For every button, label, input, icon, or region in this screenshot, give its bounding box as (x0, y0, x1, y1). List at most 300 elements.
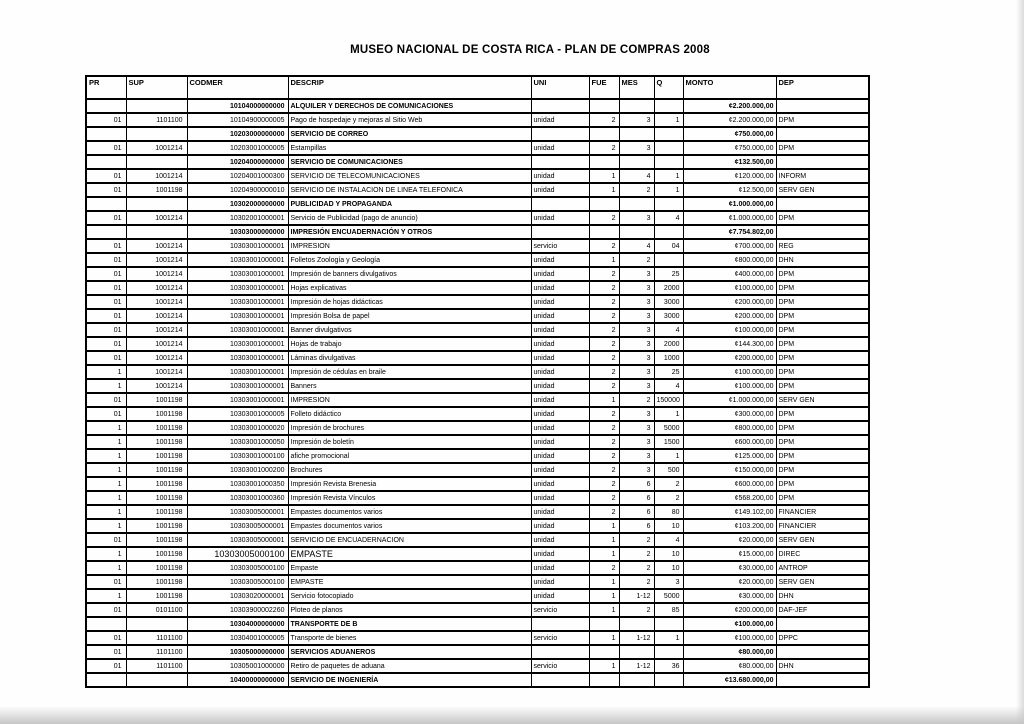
cell-dep: DPM (776, 463, 869, 477)
cell-mes (619, 225, 654, 239)
cell-uni (531, 99, 589, 113)
cell-descrip: SERVICIOS ADUANEROS (288, 645, 531, 659)
cell-monto: ¢103.200,00 (683, 519, 776, 533)
cell-descrip: EMPASTE (288, 547, 531, 561)
cell-mes: 6 (619, 519, 654, 533)
cell-dep: INFORM (776, 169, 869, 183)
section-row (86, 225, 869, 239)
cell-fue: 1 (589, 533, 619, 547)
table-row (86, 659, 869, 673)
cell-fue: 2 (589, 281, 619, 295)
cell-codmer: 10104900000005 (187, 113, 288, 127)
cell-sup: 1101100 (126, 659, 187, 673)
cell-q: 4 (654, 379, 683, 393)
cell-fue (589, 617, 619, 631)
cell-dep: SERV GEN (776, 533, 869, 547)
cell-dep (776, 617, 869, 631)
cell-descrip: SERVICIO DE TELECOMUNICACIONES (288, 169, 531, 183)
cell-fue: 2 (589, 407, 619, 421)
cell-uni: unidad (531, 281, 589, 295)
cell-mes (619, 673, 654, 687)
cell-fue: 2 (589, 477, 619, 491)
cell-sup: 1001198 (126, 435, 187, 449)
table-row (86, 169, 869, 183)
cell-monto: ¢30.000,00 (683, 589, 776, 603)
cell-pr: 01 (86, 113, 126, 127)
cell-monto: ¢750.000,00 (683, 127, 776, 141)
purchase-plan-table (85, 75, 870, 688)
cell-uni: unidad (531, 477, 589, 491)
cell-pr (86, 99, 126, 113)
cell-fue: 2 (589, 351, 619, 365)
cell-dep: DPM (776, 295, 869, 309)
cell-mes: 3 (619, 211, 654, 225)
cell-uni (531, 155, 589, 169)
cell-fue: 2 (589, 211, 619, 225)
table-row (86, 295, 869, 309)
cell-mes (619, 617, 654, 631)
cell-dep: REG (776, 239, 869, 253)
column-header-mes: MES (619, 76, 654, 99)
cell-monto: ¢400.000,00 (683, 267, 776, 281)
cell-fue: 1 (589, 631, 619, 645)
table-row (86, 393, 869, 407)
cell-pr: 1 (86, 547, 126, 561)
cell-codmer: 10303001000350 (187, 477, 288, 491)
cell-descrip: Hojas de trabajo (288, 337, 531, 351)
cell-dep: DHN (776, 659, 869, 673)
cell-fue (589, 225, 619, 239)
cell-dep: DPM (776, 407, 869, 421)
cell-sup: 1101100 (126, 631, 187, 645)
cell-codmer: 10304001000005 (187, 631, 288, 645)
cell-fue: 2 (589, 379, 619, 393)
cell-uni: unidad (531, 379, 589, 393)
cell-monto: ¢150.000,00 (683, 463, 776, 477)
column-header-sup: SUP (126, 76, 187, 99)
cell-uni: unidad (531, 505, 589, 519)
cell-fue: 1 (589, 589, 619, 603)
cell-fue (589, 673, 619, 687)
cell-sup: 1001214 (126, 379, 187, 393)
section-row (86, 127, 869, 141)
cell-pr: 01 (86, 309, 126, 323)
cell-sup: 1001214 (126, 141, 187, 155)
cell-q: 150000 (654, 393, 683, 407)
cell-q: 4 (654, 533, 683, 547)
cell-fue: 1 (589, 253, 619, 267)
cell-q: 25 (654, 365, 683, 379)
cell-dep: SERV GEN (776, 575, 869, 589)
cell-sup: 1001198 (126, 575, 187, 589)
cell-monto: ¢100.000,00 (683, 281, 776, 295)
cell-sup: 1001214 (126, 169, 187, 183)
cell-pr (86, 673, 126, 687)
cell-mes (619, 155, 654, 169)
cell-q (654, 155, 683, 169)
cell-q: 5000 (654, 421, 683, 435)
cell-uni: unidad (531, 211, 589, 225)
cell-q: 3000 (654, 309, 683, 323)
cell-sup: 1001198 (126, 561, 187, 575)
cell-fue: 2 (589, 141, 619, 155)
cell-dep: DPM (776, 337, 869, 351)
cell-uni: servicio (531, 239, 589, 253)
table-row (86, 337, 869, 351)
cell-descrip: Empastes documentos varios (288, 505, 531, 519)
cell-monto: ¢800.000,00 (683, 253, 776, 267)
table-row (86, 519, 869, 533)
cell-pr: 01 (86, 645, 126, 659)
cell-descrip: Servicio de Publicidad (pago de anuncio) (288, 211, 531, 225)
cell-uni: unidad (531, 449, 589, 463)
cell-fue: 2 (589, 561, 619, 575)
table-row (86, 281, 869, 295)
cell-pr: 01 (86, 575, 126, 589)
cell-mes: 3 (619, 337, 654, 351)
cell-codmer: 10303001000001 (187, 295, 288, 309)
cell-monto: ¢300.000,00 (683, 407, 776, 421)
cell-descrip: Brochures (288, 463, 531, 477)
cell-monto: ¢1.000.000,00 (683, 393, 776, 407)
cell-pr: 1 (86, 421, 126, 435)
cell-pr (86, 617, 126, 631)
cell-dep (776, 127, 869, 141)
cell-fue: 2 (589, 505, 619, 519)
table-row (86, 239, 869, 253)
cell-mes: 2 (619, 603, 654, 617)
cell-uni: unidad (531, 295, 589, 309)
cell-q (654, 617, 683, 631)
cell-pr: 01 (86, 211, 126, 225)
table-row (86, 435, 869, 449)
cell-q: 500 (654, 463, 683, 477)
cell-uni: unidad (531, 407, 589, 421)
section-row (86, 197, 869, 211)
cell-sup: 1001198 (126, 421, 187, 435)
cell-monto: ¢200.000,00 (683, 603, 776, 617)
cell-uni: unidad (531, 463, 589, 477)
cell-mes: 3 (619, 421, 654, 435)
table-row (86, 561, 869, 575)
cell-descrip: PUBLICIDAD Y PROPAGANDA (288, 197, 531, 211)
cell-descrip: Folleto didáctico (288, 407, 531, 421)
cell-pr: 01 (86, 323, 126, 337)
cell-dep: DPM (776, 309, 869, 323)
column-header-pr: PR (86, 76, 126, 99)
cell-fue: 2 (589, 323, 619, 337)
cell-monto: ¢100.000,00 (683, 617, 776, 631)
cell-mes: 2 (619, 575, 654, 589)
cell-uni: unidad (531, 337, 589, 351)
cell-uni: unidad (531, 141, 589, 155)
cell-descrip: Impresión de brochures (288, 421, 531, 435)
cell-dep: SERV GEN (776, 393, 869, 407)
cell-mes (619, 127, 654, 141)
cell-sup: 1001214 (126, 309, 187, 323)
cell-monto: ¢568.200,00 (683, 491, 776, 505)
cell-q: 2000 (654, 337, 683, 351)
cell-codmer: 10303005000001 (187, 505, 288, 519)
cell-codmer: 10204001000300 (187, 169, 288, 183)
cell-fue: 2 (589, 239, 619, 253)
cell-dep: DPM (776, 491, 869, 505)
cell-monto: ¢15.000,00 (683, 547, 776, 561)
cell-sup: 1001198 (126, 463, 187, 477)
cell-mes: 1-12 (619, 589, 654, 603)
cell-mes: 2 (619, 561, 654, 575)
cell-monto: ¢80.000,00 (683, 645, 776, 659)
cell-codmer: 10303001000001 (187, 239, 288, 253)
cell-uni (531, 197, 589, 211)
cell-fue: 2 (589, 463, 619, 477)
cell-codmer: 10303005000100 (187, 547, 288, 561)
cell-sup (126, 225, 187, 239)
cell-monto: ¢12.500,00 (683, 183, 776, 197)
cell-sup: 1001198 (126, 183, 187, 197)
cell-q: 3 (654, 575, 683, 589)
cell-dep: DPM (776, 141, 869, 155)
section-row (86, 99, 869, 113)
cell-q: 1 (654, 407, 683, 421)
cell-descrip: SERVICIO DE ENCUADERNACION (288, 533, 531, 547)
cell-monto: ¢80.000,00 (683, 659, 776, 673)
cell-codmer: 10302001000001 (187, 211, 288, 225)
column-header-q: Q (654, 76, 683, 99)
cell-pr: 01 (86, 281, 126, 295)
cell-uni: unidad (531, 309, 589, 323)
cell-pr: 01 (86, 659, 126, 673)
cell-dep: DPM (776, 323, 869, 337)
cell-descrip: Hojas explicativas (288, 281, 531, 295)
cell-descrip: Folletos Zoología y Geología (288, 253, 531, 267)
cell-pr: 01 (86, 239, 126, 253)
cell-descrip: Impresión Bolsa de papel (288, 309, 531, 323)
cell-q (654, 253, 683, 267)
cell-uni: unidad (531, 533, 589, 547)
table-row (86, 505, 869, 519)
cell-codmer: 10303001000200 (187, 463, 288, 477)
cell-codmer: 10303001000005 (187, 407, 288, 421)
cell-monto: ¢2.200.000,00 (683, 99, 776, 113)
cell-mes: 3 (619, 351, 654, 365)
cell-fue: 1 (589, 519, 619, 533)
cell-mes: 1-12 (619, 631, 654, 645)
cell-q: 10 (654, 547, 683, 561)
cell-pr: 01 (86, 631, 126, 645)
cell-dep: DPM (776, 267, 869, 281)
cell-pr (86, 225, 126, 239)
cell-pr: 01 (86, 253, 126, 267)
cell-monto: ¢200.000,00 (683, 295, 776, 309)
cell-sup: 1001198 (126, 547, 187, 561)
cell-codmer: 10302000000000 (187, 197, 288, 211)
cell-monto: ¢149.102,00 (683, 505, 776, 519)
cell-uni: unidad (531, 491, 589, 505)
cell-sup (126, 673, 187, 687)
cell-codmer: 10303001000100 (187, 449, 288, 463)
cell-uni: unidad (531, 393, 589, 407)
cell-descrip: Empaste (288, 561, 531, 575)
cell-codmer: 10204900000010 (187, 183, 288, 197)
cell-dep (776, 645, 869, 659)
cell-dep: DHN (776, 253, 869, 267)
cell-fue: 1 (589, 169, 619, 183)
cell-dep: DPM (776, 281, 869, 295)
cell-fue: 2 (589, 337, 619, 351)
cell-q: 1 (654, 183, 683, 197)
cell-sup: 1001198 (126, 449, 187, 463)
cell-q: 10 (654, 519, 683, 533)
cell-sup: 1001198 (126, 407, 187, 421)
cell-monto: ¢100.000,00 (683, 631, 776, 645)
cell-pr (86, 197, 126, 211)
cell-fue: 2 (589, 421, 619, 435)
table-row (86, 365, 869, 379)
cell-sup: 1001214 (126, 337, 187, 351)
table-row (86, 183, 869, 197)
cell-codmer: 10305001000000 (187, 659, 288, 673)
cell-monto: ¢30.000,00 (683, 561, 776, 575)
cell-descrip: afiche promocional (288, 449, 531, 463)
cell-pr: 01 (86, 141, 126, 155)
cell-pr: 1 (86, 519, 126, 533)
column-header-dep: DEP (776, 76, 869, 99)
cell-dep: DPM (776, 421, 869, 435)
cell-codmer: 10303001000001 (187, 267, 288, 281)
cell-mes: 3 (619, 267, 654, 281)
cell-uni: unidad (531, 547, 589, 561)
cell-uni: unidad (531, 253, 589, 267)
cell-pr: 01 (86, 169, 126, 183)
cell-codmer: 10303001000001 (187, 253, 288, 267)
cell-monto: ¢13.680.000,00 (683, 673, 776, 687)
cell-fue: 1 (589, 603, 619, 617)
cell-fue: 2 (589, 113, 619, 127)
cell-uni: unidad (531, 169, 589, 183)
cell-monto: ¢800.000,00 (683, 421, 776, 435)
cell-uni: unidad (531, 267, 589, 281)
cell-codmer: 10303001000001 (187, 309, 288, 323)
cell-descrip: Impresión Revista Brenesia (288, 477, 531, 491)
cell-uni (531, 673, 589, 687)
cell-fue: 1 (589, 575, 619, 589)
cell-q (654, 197, 683, 211)
cell-monto: ¢700.000,00 (683, 239, 776, 253)
cell-dep: SERV GEN (776, 183, 869, 197)
cell-dep: DPM (776, 379, 869, 393)
cell-codmer: 10304000000000 (187, 617, 288, 631)
cell-fue (589, 197, 619, 211)
cell-uni (531, 645, 589, 659)
cell-fue: 1 (589, 659, 619, 673)
cell-uni: unidad (531, 183, 589, 197)
cell-pr: 01 (86, 295, 126, 309)
cell-codmer: 10303005000100 (187, 575, 288, 589)
cell-pr (86, 155, 126, 169)
cell-mes: 3 (619, 407, 654, 421)
cell-descrip: TRANSPORTE DE B (288, 617, 531, 631)
cell-monto: ¢600.000,00 (683, 477, 776, 491)
cell-monto: ¢20.000,00 (683, 533, 776, 547)
table-row (86, 267, 869, 281)
cell-sup: 1001198 (126, 393, 187, 407)
cell-descrip: SERVICIO DE CORREO (288, 127, 531, 141)
cell-mes: 2 (619, 183, 654, 197)
table-row (86, 575, 869, 589)
cell-uni: unidad (531, 351, 589, 365)
cell-uni (531, 127, 589, 141)
cell-codmer: 10303900002260 (187, 603, 288, 617)
table-row (86, 407, 869, 421)
cell-dep (776, 673, 869, 687)
cell-uni: servicio (531, 631, 589, 645)
cell-dep: ANTROP (776, 561, 869, 575)
cell-codmer: 10303001000001 (187, 393, 288, 407)
cell-descrip: Ploteo de planos (288, 603, 531, 617)
cell-mes: 2 (619, 253, 654, 267)
cell-fue (589, 155, 619, 169)
table-row (86, 491, 869, 505)
cell-sup: 1001214 (126, 267, 187, 281)
cell-mes: 3 (619, 365, 654, 379)
cell-q: 1 (654, 113, 683, 127)
cell-mes: 3 (619, 141, 654, 155)
cell-descrip: Impresión de hojas didácticas (288, 295, 531, 309)
cell-monto: ¢750.000,00 (683, 141, 776, 155)
cell-uni: unidad (531, 519, 589, 533)
cell-pr: 01 (86, 603, 126, 617)
cell-q (654, 673, 683, 687)
cell-codmer: 10303001000001 (187, 379, 288, 393)
cell-q: 1000 (654, 351, 683, 365)
cell-sup (126, 617, 187, 631)
cell-q: 1 (654, 631, 683, 645)
table-row (86, 323, 869, 337)
section-row (86, 617, 869, 631)
cell-sup: 1001198 (126, 491, 187, 505)
cell-codmer: 10203000000000 (187, 127, 288, 141)
cell-descrip: Impresión de boletín (288, 435, 531, 449)
cell-mes: 3 (619, 295, 654, 309)
cell-fue: 2 (589, 309, 619, 323)
cell-descrip: Impresión de cédulas en braile (288, 365, 531, 379)
cell-q: 36 (654, 659, 683, 673)
cell-monto: ¢1.000.000,00 (683, 211, 776, 225)
cell-codmer: 10303001000020 (187, 421, 288, 435)
cell-q: 4 (654, 323, 683, 337)
cell-dep: DPM (776, 365, 869, 379)
cell-codmer: 10303005000001 (187, 533, 288, 547)
cell-codmer: 10303001000001 (187, 323, 288, 337)
cell-codmer: 10303001000050 (187, 435, 288, 449)
cell-codmer: 10303001000001 (187, 337, 288, 351)
cell-pr: 01 (86, 337, 126, 351)
cell-q: 10 (654, 561, 683, 575)
cell-uni: unidad (531, 435, 589, 449)
cell-sup (126, 155, 187, 169)
cell-fue: 2 (589, 365, 619, 379)
cell-fue: 2 (589, 449, 619, 463)
cell-uni: unidad (531, 323, 589, 337)
cell-pr: 01 (86, 393, 126, 407)
cell-q: 5000 (654, 589, 683, 603)
cell-q: 2 (654, 477, 683, 491)
cell-monto: ¢125.000,00 (683, 449, 776, 463)
cell-dep: DAF-JEF (776, 603, 869, 617)
cell-mes: 4 (619, 169, 654, 183)
cell-pr: 1 (86, 435, 126, 449)
